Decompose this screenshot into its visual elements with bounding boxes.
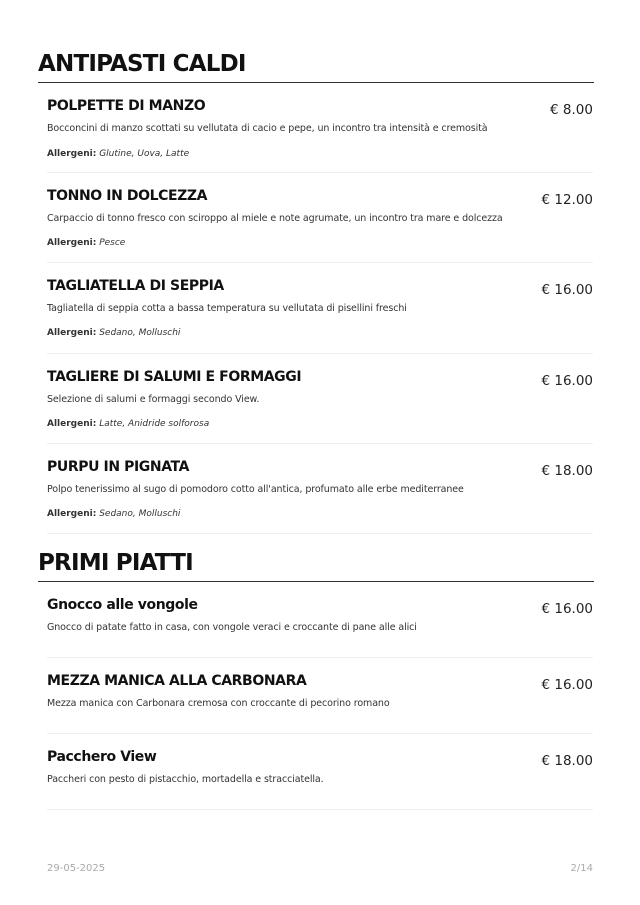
allergens-value: Sedano, Molluschi	[99, 509, 181, 519]
allergens-value: Sedano, Molluschi	[99, 328, 181, 338]
item-name: TONNO IN DOLCEZZA	[47, 188, 208, 204]
section-title: ANTIPASTI CALDI	[38, 50, 594, 83]
item-allergens	[47, 149, 189, 159]
item-name: Pacchero View	[47, 749, 157, 765]
item-name: POLPETTE DI MANZO	[47, 98, 206, 114]
menu-item	[47, 263, 593, 354]
item-allergens	[47, 238, 125, 248]
menu-item	[47, 658, 593, 734]
item-name: MEZZA MANICA ALLA CARBONARA	[47, 673, 307, 689]
item-name: PURPU IN PIGNATA	[47, 459, 190, 475]
menu-item	[47, 444, 593, 534]
item-price: € 16.00	[541, 677, 593, 693]
item-price: € 16.00	[541, 282, 593, 298]
allergens-label: Allergeni:	[47, 238, 97, 248]
section-antipasti-caldi	[38, 50, 594, 534]
item-description: Tagliatella di seppia cotta a bassa temperatura su vellutata di pisellini freschi	[47, 303, 407, 314]
item-description: Mezza manica con Carbonara cremosa con croccante di pecorino romano	[47, 698, 390, 709]
allergens-value: Glutine, Uova, Latte	[99, 149, 190, 159]
item-price: € 8.00	[550, 102, 593, 118]
item-description: Paccheri con pesto di pistacchio, mortadella e stracciatella.	[47, 774, 324, 785]
allergens-label: Allergeni:	[47, 328, 97, 338]
allergens-value: Pesce	[99, 238, 126, 248]
allergens-label: Allergeni:	[47, 419, 97, 429]
allergens-label: Allergeni:	[47, 509, 97, 519]
section-title: PRIMI PIATTI	[38, 549, 594, 582]
menu-item	[47, 582, 593, 658]
item-price: € 12.00	[541, 192, 593, 208]
item-price: € 16.00	[541, 373, 593, 389]
menu-item	[47, 354, 593, 444]
allergens-value: Latte, Anidride solforosa	[99, 419, 210, 429]
menu-item	[47, 173, 593, 263]
item-allergens	[47, 419, 209, 429]
item-description: Bocconcini di manzo scottati su vellutata di cacio e pepe, un incontro tra intensità e cremosità	[47, 123, 488, 134]
item-price: € 16.00	[541, 601, 593, 617]
item-description: Selezione di salumi e formaggi secondo View.	[47, 394, 260, 405]
item-name: Gnocco alle vongole	[47, 597, 198, 613]
item-price: € 18.00	[541, 753, 593, 769]
section-primi-piatti	[38, 549, 594, 810]
footer-page-number: 2/14	[570, 863, 593, 874]
menu-item	[47, 734, 593, 810]
allergens-label: Allergeni:	[47, 149, 97, 159]
menu-item	[47, 83, 593, 173]
item-allergens	[47, 509, 180, 519]
item-name: TAGLIATELLA DI SEPPIA	[47, 278, 224, 294]
item-name: TAGLIERE DI SALUMI E FORMAGGI	[47, 369, 302, 385]
footer-date: 29-05-2025	[47, 863, 106, 874]
item-description: Gnocco di patate fatto in casa, con vongole veraci e croccante di pane alle alici	[47, 622, 417, 633]
item-description: Carpaccio di tonno fresco con sciroppo al miele e note agrumate, un incontro tra mare e dolcezza	[47, 213, 503, 224]
item-price: € 18.00	[541, 463, 593, 479]
item-description: Polpo tenerissimo al sugo di pomodoro cotto all'antica, profumato alle erbe mediterranee	[47, 484, 464, 495]
item-allergens	[47, 328, 180, 338]
